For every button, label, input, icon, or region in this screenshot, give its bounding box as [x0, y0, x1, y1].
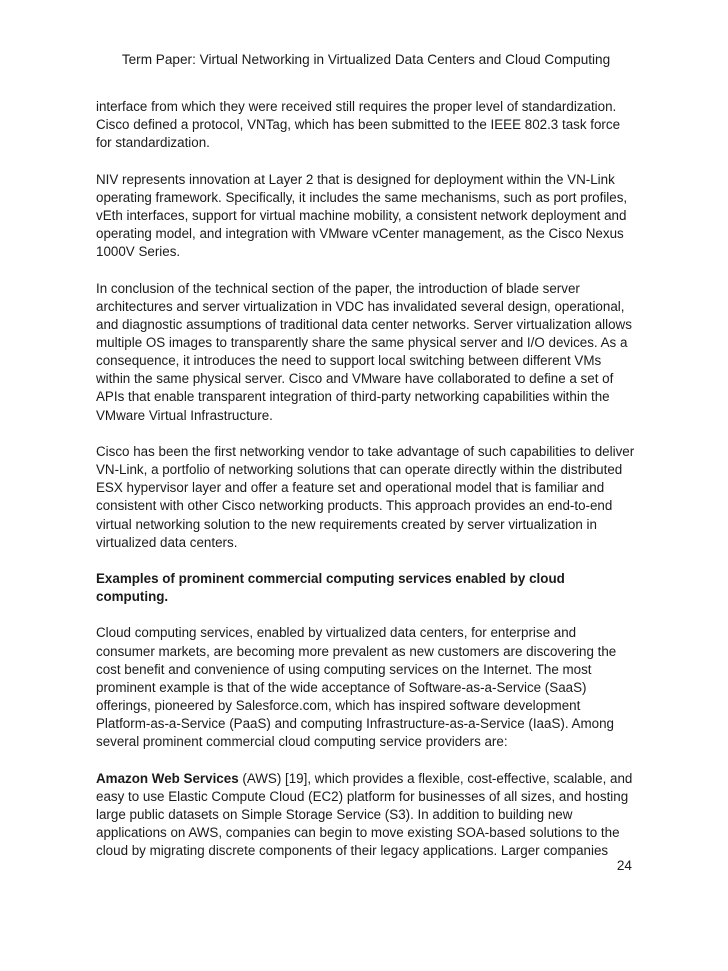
section-heading: Examples of prominent commercial computing services enabled by cloud computing.: [96, 571, 565, 605]
aws-text: (AWS) [19], which provides a flexible, cost-effective, scalable, and easy to use Elastic Compute Cloud (EC2) platform for businesses of all sizes, and hosting large public datasets on Simple Storage Service (S3). In addition to building new applications on AWS, companies can begin to move existing SOA-based solutions to the cloud by migrating discrete components of their legacy applications. Larger companies: [96, 770, 633, 859]
paragraph-niv: NIV represents innovation at Layer 2 that is designed for deployment within the VN-Link operating framework. Specifically, it includes the same mechanisms, such as port profiles, vEth interfaces, support for virtual machine mobility, a consistent network deployment and operating model, and integration with VMware vCenter management, as the Cisco Nexus 1000V Series.: [96, 171, 628, 260]
paragraph-vn-link: Cisco has been the first networking vendor to take advantage of such capabilities to deliver VN-Link, a portfolio of networking solutions that can operate directly within the distributed ESX hypervisor layer and offer a feature set and operational model that is familiar and consistent with other Cisco networking products. This approach provides an end-to-end virtual networking solution to the new requirements created by server virtualization in virtualized data centers.: [96, 443, 635, 550]
page-number: 24: [616, 858, 632, 873]
paragraph-aws: [96, 770, 636, 861]
paragraph-cloud-services: Cloud computing services, enabled by virtualized data centers, for enterprise and consumer markets, are becoming more prevalent as new customers are discovering the cost benefit and convenience of using computing services on the Internet. The most prominent example is that of the wide acceptance of Software-as-a-Service (SaaS) offerings, pioneered by Salesforce.com, which has inspired software development Platform-as-a-Service (PaaS) and computing Infrastructure-as-a-Service (IaaS). Among several prominent commercial cloud computing service providers are:: [96, 625, 617, 750]
body-text: [96, 98, 636, 879]
aws-term: Amazon Web Services: [96, 770, 239, 786]
running-header: Term Paper: Virtual Networking in Virtualized Data Centers and Cloud Computing: [121, 52, 611, 67]
paragraph-vntag: interface from which they were received still requires the proper level of standardization. Cisco defined a protocol, VNTag, which has been submitted to the IEEE 802.3 task force for standardization.: [96, 99, 621, 151]
paragraph-conclusion: In conclusion of the technical section of the paper, the introduction of blade server architectures and server virtualization in VDC has invalidated several design, operational, and diagnostic assumptions of traditional data center networks. Server virtualization allows multiple OS images to transparently share the same physical server and I/O devices. As a consequence, it introduces the need to support local switching between different VMs within the same physical server. Cisco and VMware have collaborated to define a set of APIs that enable transparent integration of third-party networking capabilities within the VMware Virtual Infrastructure.: [96, 280, 632, 423]
